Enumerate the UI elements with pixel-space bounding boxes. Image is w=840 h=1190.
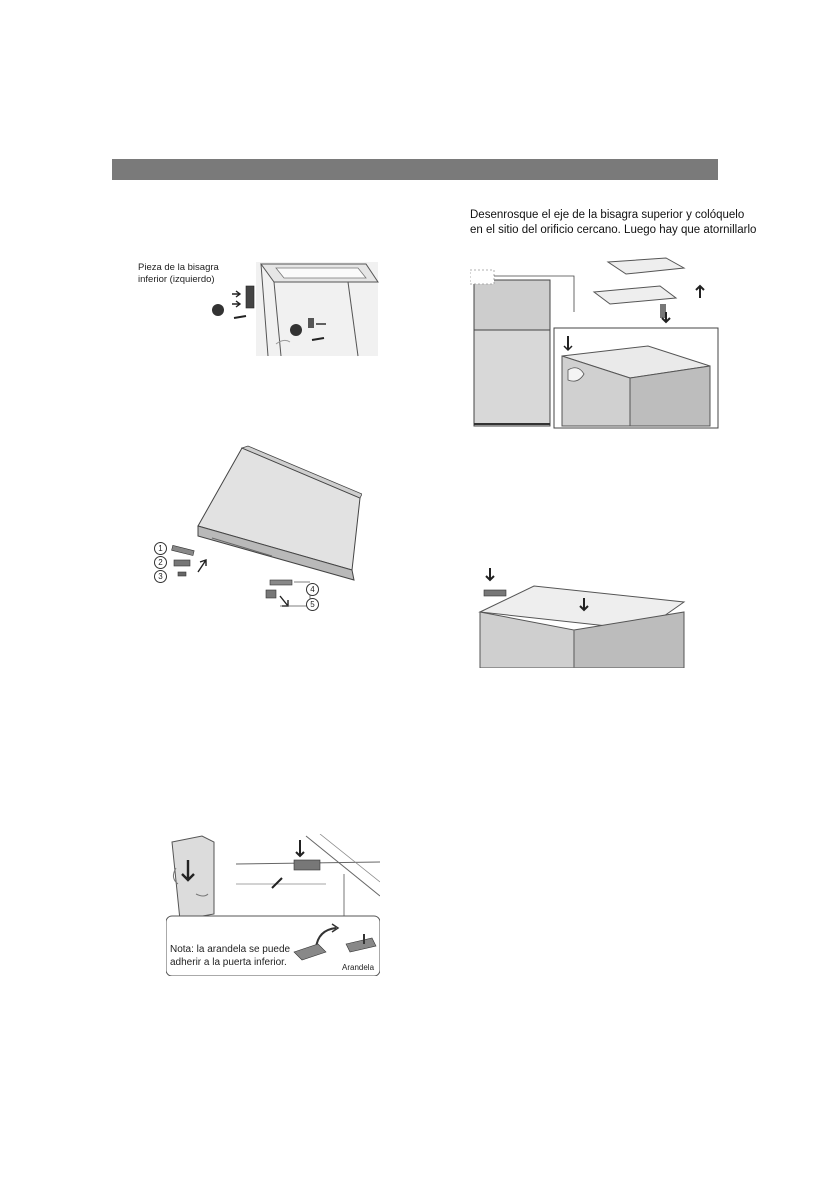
top-hinge-caption-line2: en el sitio del orificio cercano. Luego hay que atornillarlo	[470, 224, 757, 236]
callout-2: 2	[154, 556, 167, 569]
door-parts-illustration	[150, 440, 362, 618]
top-hinge-figure	[470, 254, 720, 430]
callout-1: 1	[154, 542, 167, 555]
hinge-cover-illustration	[474, 568, 686, 668]
bottom-hinge-label-line2: inferior (izquierdo)	[138, 274, 215, 285]
callout-5: 5	[306, 598, 319, 611]
callout-3: 3	[154, 570, 167, 583]
washer-note-line1: Nota: la arandela se puede	[170, 944, 291, 955]
callout-4: 4	[306, 583, 319, 596]
hinge-cover-figure	[474, 568, 686, 668]
top-hinge-illustration	[470, 254, 720, 430]
washer-label: Arandela	[342, 963, 375, 972]
washer-figure	[166, 834, 380, 976]
section-header-bar	[112, 159, 718, 180]
washer-note-line2: adherir a la puerta inferior.	[170, 957, 287, 968]
bottom-hinge-label-line1: Pieza de la bisagra	[138, 262, 219, 273]
bottom-hinge-figure	[136, 254, 380, 358]
top-hinge-caption-line1: Desenrosque el eje de la bisagra superior y colóquelo	[470, 209, 745, 221]
door-parts-figure	[150, 440, 362, 618]
